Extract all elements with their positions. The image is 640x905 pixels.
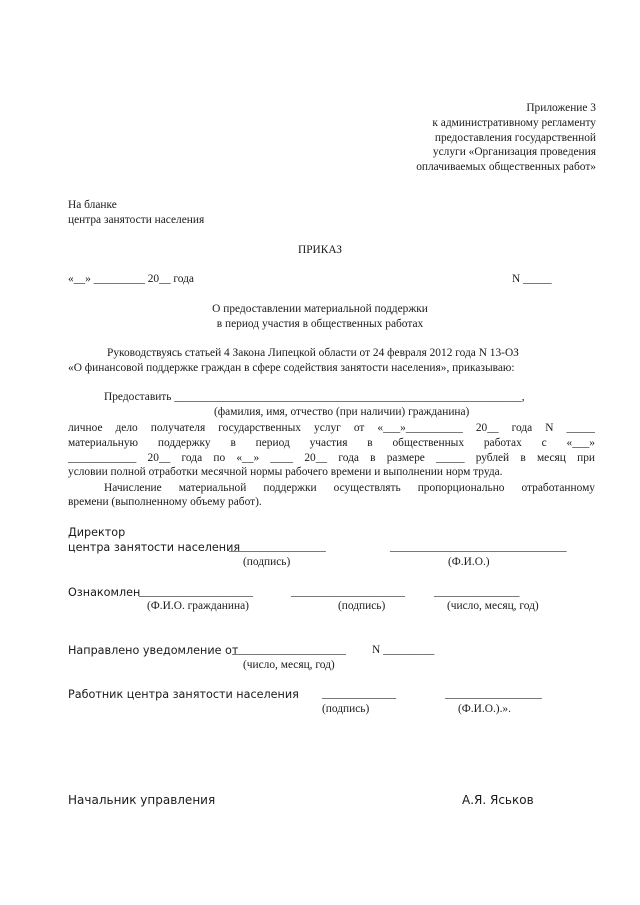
accrual-line-1: Начисление материальной поддержки осуществлять пропорционально отработанному bbox=[104, 482, 595, 494]
appendix-line: предоставления государственной bbox=[434, 131, 596, 144]
appendix-block bbox=[416, 101, 596, 175]
acquainted-fio-blank: ____________________ bbox=[139, 586, 253, 598]
appendix-line: оплачиваемых общественных работ» bbox=[416, 161, 596, 174]
acquainted-signature-hint: (подпись) bbox=[338, 600, 386, 612]
notice-date-hint: (число, месяц, год) bbox=[243, 659, 335, 671]
notice-number: N _________ bbox=[372, 644, 435, 656]
director-signature-blank: _________________ bbox=[229, 541, 326, 553]
basis-line-1: Руководствуясь статьей 4 Закона Липецкой области от 24 февраля 2012 года N 13-ОЗ bbox=[107, 347, 519, 359]
body-line-4: материальную поддержку в период участия в общественных работах с «___» bbox=[68, 437, 595, 449]
acquainted-date-hint: (число, месяц, год) bbox=[447, 600, 539, 612]
subject-line-1: О предоставлении материальной поддержки bbox=[212, 303, 428, 315]
appendix-line: Приложение 3 bbox=[526, 102, 596, 114]
footer-name: А.Я. Яськов bbox=[462, 793, 534, 807]
director-fio-blank: _______________________________ bbox=[390, 541, 567, 553]
appendix-line: услуги «Организация проведения bbox=[432, 146, 596, 159]
acquainted-date-blank: _______________ bbox=[434, 586, 520, 598]
order-number-line: N _____ bbox=[512, 273, 552, 285]
order-date-line: «__» _________ 20__ года bbox=[68, 273, 194, 285]
accrual-line-2: времени (выполненному объему работ). bbox=[68, 496, 262, 508]
acquainted-label: Ознакомлен bbox=[68, 586, 141, 599]
employee-fio-hint: (Ф.И.О.).». bbox=[458, 703, 511, 715]
appendix-line: к административному регламенту bbox=[432, 116, 596, 129]
director-line-2: центра занятости населения bbox=[68, 541, 241, 554]
letterhead-line-2: центра занятости населения bbox=[68, 214, 205, 226]
employee-label: Работник центра занятости населения bbox=[68, 688, 299, 701]
basis-line-2: «О финансовой поддержке граждан в сфере содействия занятости населения», приказываю: bbox=[68, 362, 515, 374]
document-title: ПРИКАЗ bbox=[297, 244, 343, 256]
notice-date-blank: ____________________ bbox=[232, 644, 346, 656]
employee-signature-blank: _____________ bbox=[322, 688, 397, 700]
director-fio-hint: (Ф.И.О.) bbox=[448, 556, 490, 568]
provide-hint: (фамилия, имя, отчество (при наличии) гражданина) bbox=[214, 406, 470, 418]
employee-fio-blank: _________________ bbox=[445, 688, 542, 700]
body-line-5: ____________ 20__ года по «__» ____ 20__ года в размере _____ рублей в месяц при bbox=[68, 452, 595, 464]
subject-line-2: в период участия в общественных работах bbox=[216, 318, 424, 330]
employee-signature-hint: (подпись) bbox=[322, 703, 370, 715]
provide-line: Предоставить _____________________________________________________________, bbox=[104, 391, 525, 403]
body-line-3: личное дело получателя государственных услуг от «___»__________ 20__ года N _____ bbox=[68, 422, 595, 434]
footer-position: Начальник управления bbox=[68, 793, 216, 807]
body-line-6: условии полной отработки месячной нормы рабочего времени и выполнении норм труда. bbox=[68, 466, 503, 478]
acquainted-fio-hint: (Ф.И.О. гражданина) bbox=[147, 600, 249, 612]
director-signature-hint: (подпись) bbox=[243, 556, 291, 568]
letterhead-line-1: На бланке bbox=[68, 199, 117, 211]
director-line-1: Директор bbox=[68, 526, 126, 539]
notice-label: Направлено уведомление от bbox=[68, 644, 239, 657]
acquainted-signature-blank: ____________________ bbox=[291, 586, 405, 598]
